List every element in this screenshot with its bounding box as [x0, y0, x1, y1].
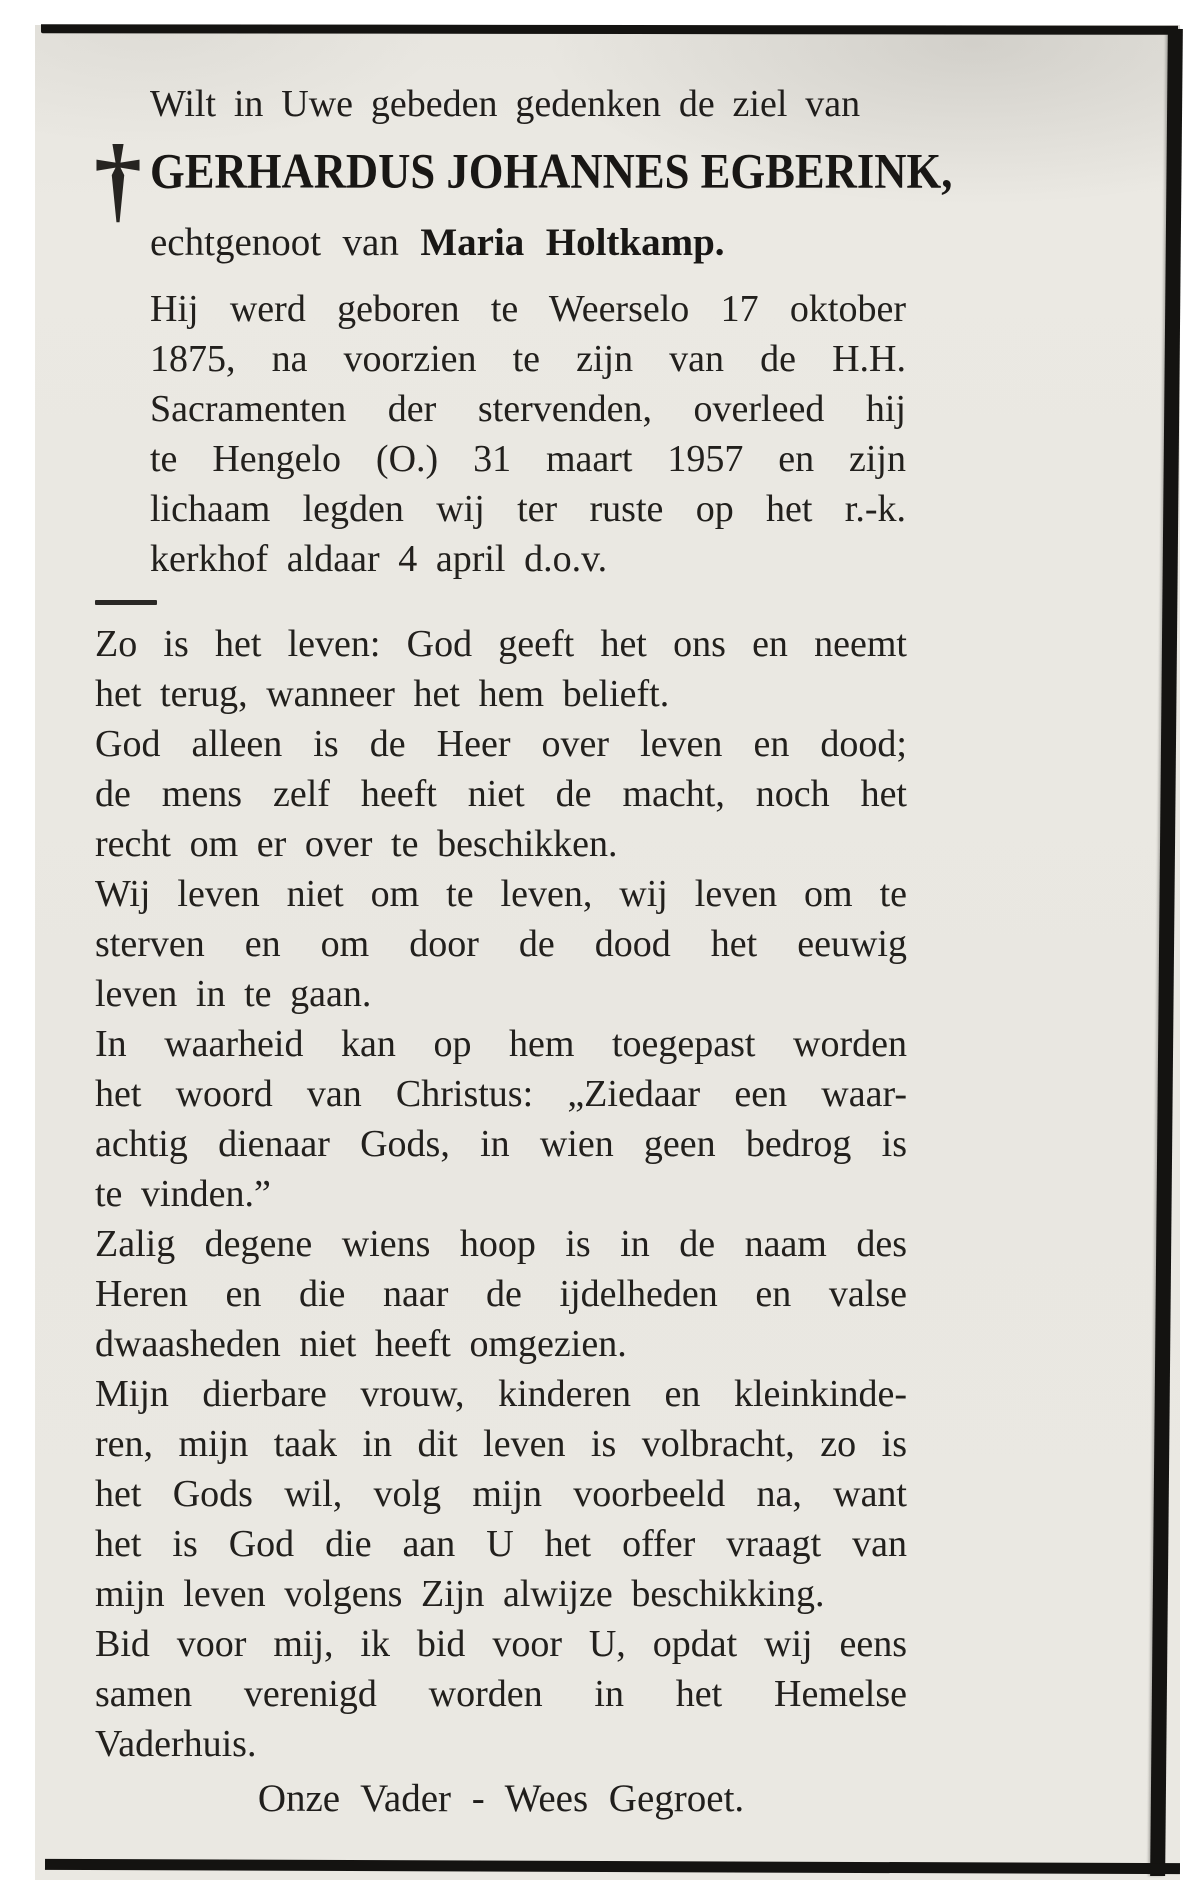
text-line: het Gods wil, volg mijn voorbeeld na, want [95, 1473, 907, 1515]
text-line: het is God die aan U het offer vraagt van [95, 1523, 907, 1565]
text-line: te Hengelo (O.) 31 maart 1957 en zijn [150, 438, 906, 480]
biography-paragraph [150, 284, 906, 584]
intro-line: Wilt in Uwe gebeden gedenken de ziel van [150, 83, 861, 125]
text-line: Heren en die naar de ijdelheden en valse [95, 1273, 907, 1315]
text-line: lichaam legden wij ter ruste op het r.-k. [150, 488, 906, 530]
text-line: Sacramenten der stervenden, overleed hij [150, 388, 906, 430]
card-content [35, 25, 1180, 1880]
text-line: recht om er over te beschikken. [95, 823, 618, 865]
text-line: samen verenigd worden in het Hemelse [95, 1673, 907, 1715]
text-line: dwaasheden niet heeft omgezien. [95, 1323, 627, 1365]
cross-icon: † [94, 125, 142, 232]
spouse-line [150, 217, 1180, 269]
spouse-prefix: echtgenoot van [150, 221, 399, 264]
text-line: Vaderhuis. [95, 1723, 257, 1765]
text-line: sterven en om door de dood het eeuwig [95, 923, 907, 965]
body-text [95, 619, 907, 1769]
text-line: de mens zelf heeft niet de macht, noch het [95, 773, 907, 815]
spouse-name: Maria Holtkamp. [420, 221, 725, 264]
text-line: Bid voor mij, ik bid voor U, opdat wij eens [95, 1623, 907, 1665]
name-row [94, 125, 1180, 232]
separator-rule [95, 600, 157, 605]
text-line: 1875, na voorzien te zijn van de H.H. [150, 338, 906, 380]
text-line: te vinden.” [95, 1173, 271, 1215]
deceased-name: GERHARDUS JOHANNES EGBERINK, [150, 143, 953, 200]
text-line: Zo is het leven: God geeft het ons en neemt [95, 623, 907, 665]
text-line: God alleen is de Heer over leven en dood; [95, 723, 907, 765]
text-line: Hij werd geboren te Weerselo 17 oktober [150, 288, 906, 330]
text-line: kerkhof aldaar 4 april d.o.v. [150, 538, 608, 580]
text-line: leven in te gaan. [95, 973, 372, 1015]
text-line: het woord van Christus: „Ziedaar een waar- [95, 1073, 907, 1115]
text-line: Wij leven niet om te leven, wij leven om te [95, 873, 907, 915]
text-line: ren, mijn taak in dit leven is volbracht, zo is [95, 1423, 907, 1465]
text-line: Zalig degene wiens hoop is in de naam des [95, 1223, 907, 1265]
memorial-card [35, 25, 1180, 1880]
text-line: het terug, wanneer het hem belieft. [95, 673, 670, 715]
text-line: mijn leven volgens Zijn alwijze beschikking. [95, 1573, 825, 1615]
text-line: achtig dienaar Gods, in wien geen bedrog is [95, 1123, 907, 1165]
closing-prayer-line: Onze Vader - Wees Gegroet. [257, 1777, 745, 1820]
text-line: In waarheid kan op hem toegepast worden [95, 1023, 907, 1065]
text-line: Mijn dierbare vrouw, kinderen en kleinkinde- [95, 1373, 907, 1415]
